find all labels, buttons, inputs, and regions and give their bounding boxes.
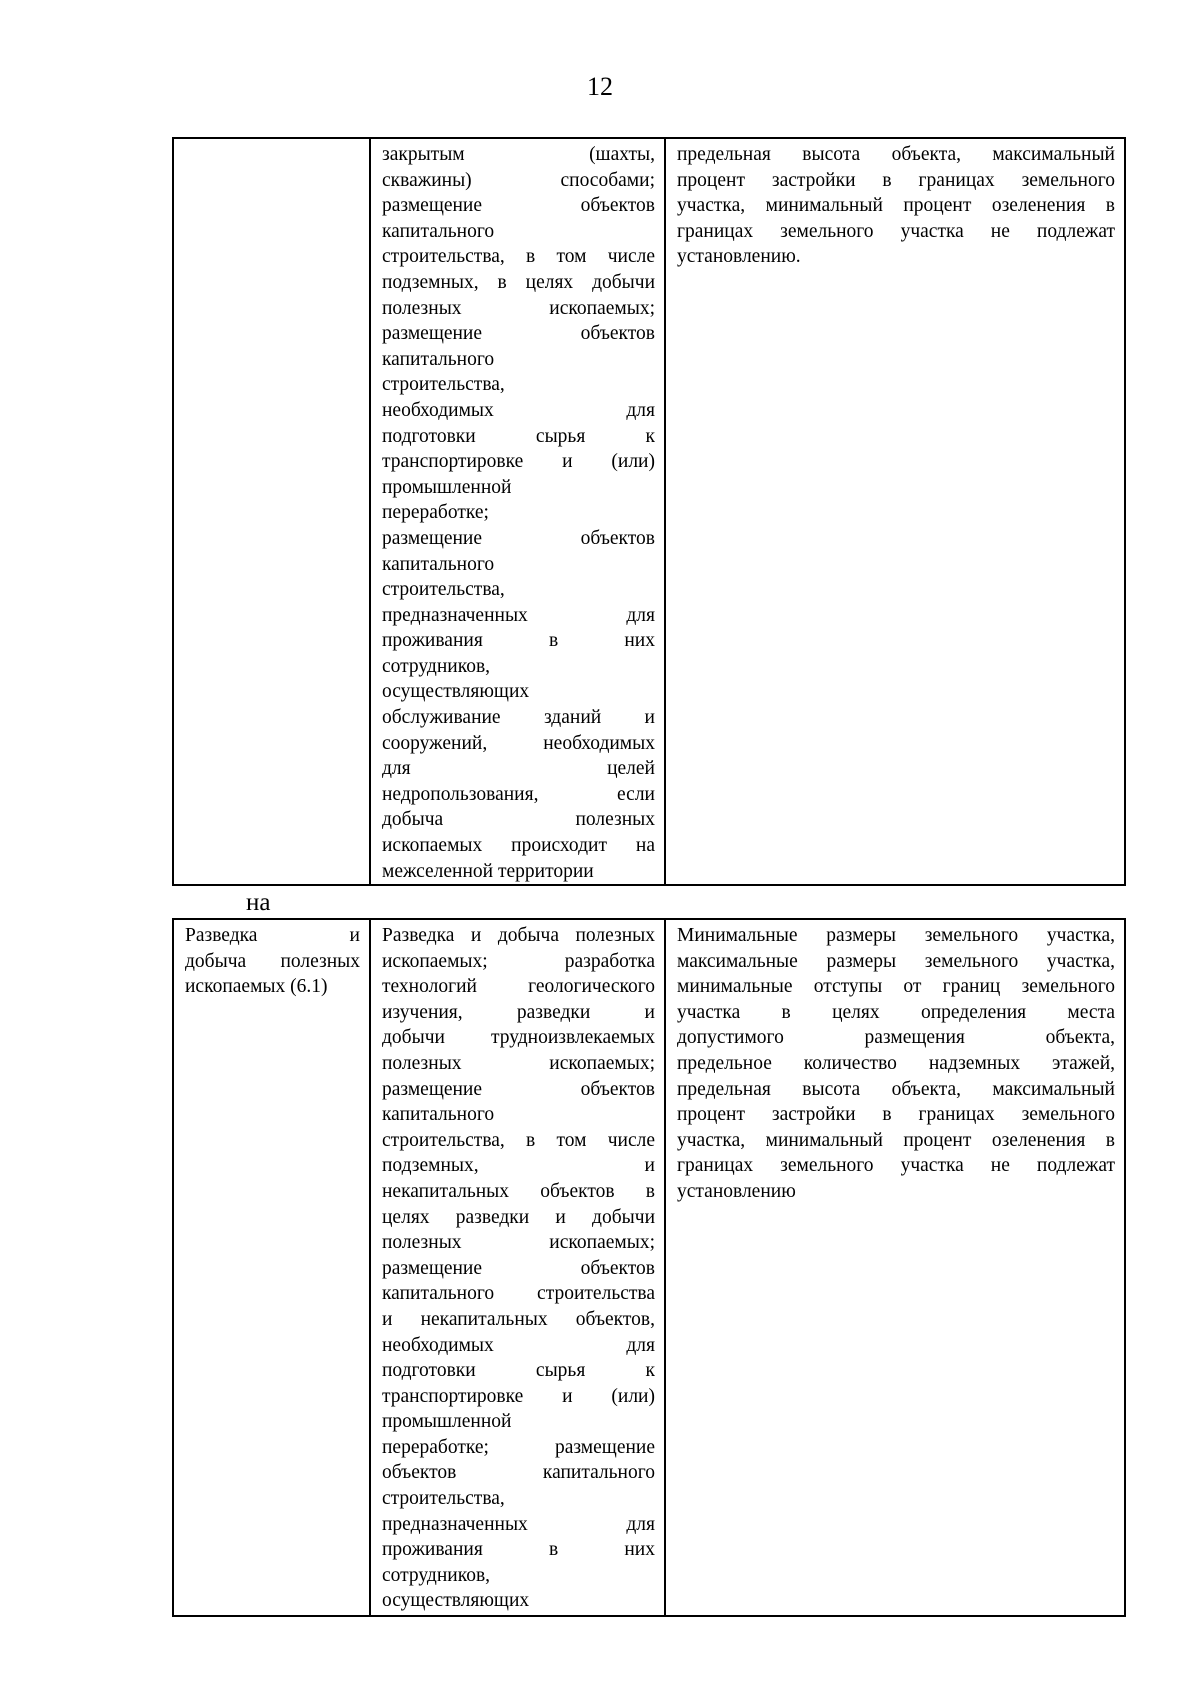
zoning-table-continuation xyxy=(172,137,1126,886)
text-line: полезных ископаемых; xyxy=(382,1052,655,1074)
text-line: капитального xyxy=(382,553,495,575)
text-line: скважины) способами; xyxy=(382,169,655,191)
text-line: строительства, xyxy=(382,1488,505,1510)
text-line: установлению. xyxy=(677,246,801,268)
text-line: и некапитальных объектов, xyxy=(382,1308,655,1330)
text-line: капитального xyxy=(382,220,495,242)
text-line: добыча полезных xyxy=(185,950,360,972)
text-line: минимальные отступы от границ земельного xyxy=(677,976,1115,998)
text-line: сооружений, необходимых xyxy=(382,732,655,754)
text-line: строительства, в том числе xyxy=(382,246,655,268)
zoning-table-replacement xyxy=(172,918,1126,1617)
text-line: процент застройки в границах земельного xyxy=(677,169,1115,191)
text-line: некапитальных объектов в xyxy=(382,1180,655,1202)
text-line: осуществляющих xyxy=(382,1590,530,1612)
text-line: капитального строительства xyxy=(382,1283,655,1305)
permitted-use-description-cell xyxy=(370,919,665,1616)
text-line: осуществляющих xyxy=(382,681,530,703)
permitted-use-description-cell xyxy=(370,138,665,885)
text-line: полезных ископаемых; xyxy=(382,297,655,319)
text-line: участка, минимальный процент озеленения в xyxy=(677,1129,1115,1151)
text-line: размещение объектов xyxy=(382,195,655,217)
text-line: подготовки сырья к xyxy=(382,425,655,447)
text-line: промышленной xyxy=(382,1411,512,1433)
text-line: предельное количество надземных этажей, xyxy=(677,1052,1115,1074)
text-line: добычи трудноизвлекаемых xyxy=(382,1027,655,1049)
text-line: ископаемых; разработка xyxy=(382,950,655,972)
text-line: строительства, xyxy=(382,374,505,396)
page-number: 12 xyxy=(587,72,613,101)
text-line: объектов капитального xyxy=(382,1462,655,1484)
text-line: технологий геологического xyxy=(382,976,655,998)
text-line: проживания в них xyxy=(382,1539,655,1561)
text-line: предельная высота объекта, максимальный xyxy=(677,144,1115,165)
text-line: промышленной xyxy=(382,476,512,498)
text-line: предназначенных для xyxy=(382,1513,655,1535)
text-line: размещение объектов xyxy=(382,527,655,549)
text-line: строительства, в том числе xyxy=(382,1129,655,1151)
text-line: транспортировке и (или) xyxy=(382,451,655,473)
text-line: недропользования, если xyxy=(382,783,655,805)
text-line: капитального xyxy=(382,1104,495,1126)
text-line: участка, минимальный процент озеленения в xyxy=(677,195,1115,217)
text-line: участка в целях определения места xyxy=(677,1001,1115,1023)
text-line: строительства, xyxy=(382,579,505,601)
land-use-type-cell xyxy=(173,919,370,1616)
text-line: переработке; xyxy=(382,502,489,524)
text-line: предназначенных для xyxy=(382,604,655,626)
text-line: транспортировке и (или) xyxy=(382,1385,655,1407)
text-line: допустимого размещения объекта, xyxy=(677,1027,1115,1049)
text-line: целях разведки и добычи xyxy=(382,1206,655,1228)
text-line: ископаемых происходит на xyxy=(382,835,655,857)
text-line: переработке; размещение xyxy=(382,1436,655,1458)
text-line: предельная высота объекта, максимальный xyxy=(677,1078,1115,1100)
text-line: размещение объектов xyxy=(382,323,655,345)
text-line: Разведка и добыча полезных xyxy=(382,925,655,946)
table-row xyxy=(173,919,1125,1616)
text-line: границах земельного участка не подлежат xyxy=(677,1155,1115,1177)
building-parameters-cell xyxy=(665,138,1125,885)
text-line: подземных, в целях добычи xyxy=(382,271,655,293)
text-line: сотрудников, xyxy=(382,655,491,677)
table-row xyxy=(173,138,1125,885)
text-line: капитального xyxy=(382,348,495,370)
text-line: необходимых для xyxy=(382,1334,655,1356)
text-line: размещение объектов xyxy=(382,1257,655,1279)
text-line: закрытым (шахты, xyxy=(382,144,655,165)
text-line: границах земельного участка не подлежат xyxy=(677,220,1115,242)
text-line: ископаемых (6.1) xyxy=(185,976,328,998)
text-line: обслуживание зданий и xyxy=(382,707,655,729)
text-line: полезных ископаемых; xyxy=(382,1232,655,1254)
land-use-type-cell xyxy=(173,138,370,885)
text-line: сотрудников, xyxy=(382,1564,491,1586)
text-line: установлению xyxy=(677,1180,796,1202)
text-line: Минимальные размеры земельного участка, xyxy=(677,925,1115,946)
text-line: подземных, и xyxy=(382,1155,655,1177)
building-parameters-cell xyxy=(665,919,1125,1616)
text-line: размещение объектов xyxy=(382,1078,655,1100)
text-line: процент застройки в границах земельного xyxy=(677,1104,1115,1126)
text-line: максимальные размеры земельного участка, xyxy=(677,950,1115,972)
text-line: проживания в них xyxy=(382,630,655,652)
text-line: изучения, разведки и xyxy=(382,1001,655,1023)
text-line: для целей xyxy=(382,758,655,780)
text-line: добыча полезных xyxy=(382,809,655,831)
text-line: необходимых для xyxy=(382,399,655,421)
text-line: межселенной территории xyxy=(382,860,594,882)
text-line: подготовки сырья к xyxy=(382,1360,655,1382)
replacement-conjunction: на xyxy=(246,889,271,916)
text-line: Разведка и xyxy=(185,925,360,946)
